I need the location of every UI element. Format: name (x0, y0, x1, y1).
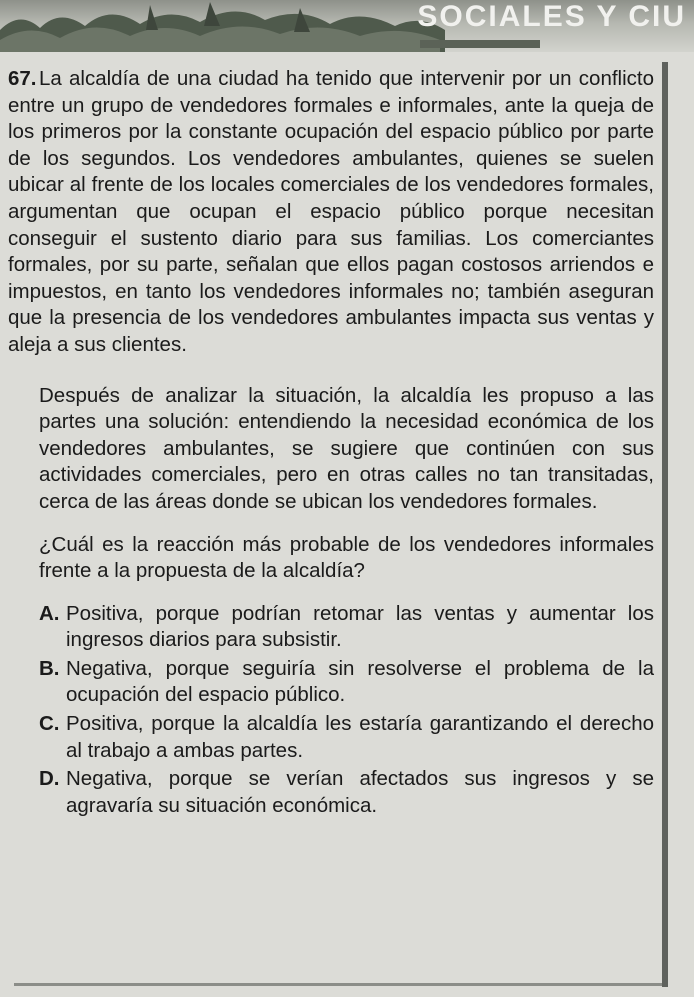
question-prompt: ¿Cuál es la reacción más probable de los vendedores informales frente a la propuesta de la alcaldía? (39, 532, 654, 583)
option-b-letter: B. (39, 656, 60, 680)
option-d-letter: D. (39, 767, 60, 791)
option-a-text: Positiva, porque podrían retomar las ventas y aumentar los ingresos diarios para subsistir. (66, 601, 654, 652)
option-a-letter: A. (39, 601, 60, 625)
bottom-border-rule (14, 983, 662, 986)
question-block (8, 66, 654, 821)
question-paragraph-2: Después de analizar la situación, la alcaldía les propuso a las partes una solución: entendiendo la necesidad económica de los vendedores ambulantes, se sugiere que continúen con sus actividades comerciales, pero en otras calles no tan transitadas, cerca de las áreas donde se ubican los vendedores formales. (39, 383, 654, 513)
option-d[interactable] (8, 766, 654, 819)
header-banner (0, 0, 694, 52)
banner-text: SOCIALES Y CIU (417, 0, 686, 33)
option-c-text: Positiva, porque la alcaldía les estaría garantizando el derecho al trabajo a ambas partes. (66, 712, 654, 762)
question-number: 67. (8, 67, 37, 90)
option-c[interactable] (8, 711, 654, 764)
option-d-text: Negativa, porque se verían afectados sus ingresos y se agravaría su situación económica. (66, 767, 654, 817)
option-c-letter: C. (39, 712, 60, 736)
option-b[interactable] (8, 656, 654, 709)
right-border-rule (662, 62, 668, 987)
option-b-text: Negativa, porque seguiría sin resolverse el problema de la ocupación del espacio público. (66, 656, 654, 707)
question-paragraph-1 (8, 66, 654, 359)
question-paragraph-1-text: La alcaldía de una ciudad ha tenido que intervenir por un conflicto entre un grupo de vendedores formales e informales, ante la queja de los primeros por la constante ocupación del espacio público por parte de los segundos. Los vendedores ambulantes, quienes se suelen ubicar al frente de los locales comerciales de los vendedores formales, argumentan que ocupan el espacio público porque necesitan conseguir el sustento diario para sus familias. Los comerciantes formales, por su parte, señalan que ellos pagan costosos arriendos e impuestos, en tanto los vendedores informales no; también aseguran que la presencia de los vendedores ambulantes impacta sus ventas y aleja a sus clientes. (8, 67, 654, 356)
option-a[interactable] (8, 601, 654, 654)
